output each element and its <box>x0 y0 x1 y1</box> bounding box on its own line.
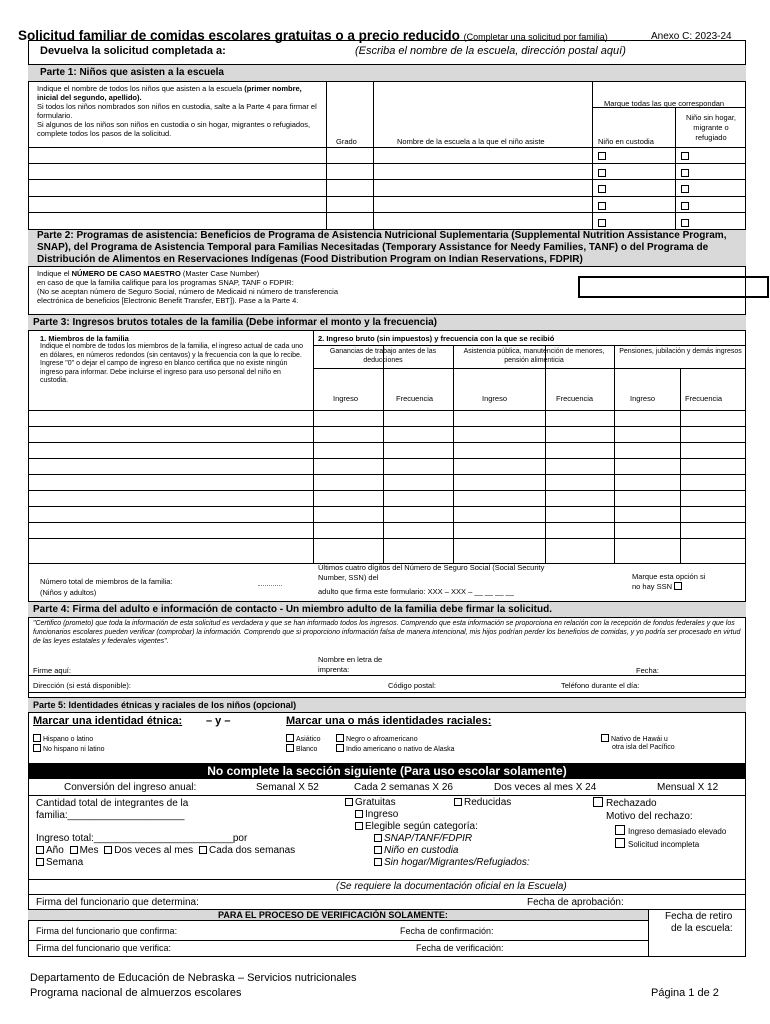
col-frequency: Frecuencia <box>685 394 723 403</box>
members-title: 1. Miembros de la familia <box>40 334 129 343</box>
col-pensions: Pensiones, jubilación y demás ingresos <box>619 348 742 355</box>
income-too-high-checkbox[interactable] <box>615 825 625 835</box>
homeless-checkbox[interactable] <box>681 185 689 193</box>
hispanic-option[interactable]: Hispano o latino <box>33 734 93 743</box>
every-two-weeks-checkbox[interactable] <box>199 846 207 854</box>
twice-per-month-option[interactable]: Dos veces al mes <box>104 845 193 856</box>
withdrawal-date-label-2[interactable]: de la escuela: <box>671 923 733 934</box>
homeless-checkbox[interactable] <box>374 858 382 866</box>
part2-instructions: Indique el NÚMERO DE CASO MAESTRO (Master Case Number) en caso de que la familia califique para los programas SNAP, TANF o FDPIR: (No se aceptan número de Seguro Social, número de Medicaid ni número de transferencia electrónica de beneficios [Electronic Benefit Transfer, EBT]). Pase a la Parte 4. <box>37 269 339 305</box>
foster-checkbox[interactable] <box>598 185 606 193</box>
col-income: Ingreso <box>333 394 359 403</box>
homeless-checkbox[interactable] <box>681 169 689 177</box>
year-checkbox[interactable] <box>36 846 44 854</box>
form-subtitle: (Completar una solicitud por familia) <box>463 32 608 42</box>
income-checkbox[interactable] <box>355 810 363 818</box>
hispanic-checkbox[interactable] <box>33 734 41 742</box>
white-option[interactable]: Blanco <box>286 744 317 753</box>
reduced-checkbox[interactable] <box>454 798 462 806</box>
ethnic-racial-separator: – y – <box>206 715 231 727</box>
incomplete-option[interactable]: Solicitud incompleta <box>615 838 699 849</box>
white-checkbox[interactable] <box>286 744 294 752</box>
date-label: Fecha: <box>636 666 659 675</box>
income-title: 2. Ingreso bruto (sin impuestos) y frecuencia con la que se recibió <box>318 334 555 343</box>
no-ssn-label-1: Marque esta opción si <box>632 572 706 581</box>
col-frequency: Frecuencia <box>556 394 594 403</box>
verification-date-field[interactable]: Fecha de verificación: <box>416 943 504 953</box>
hawaiian-label-2: otra isla del Pacífico <box>612 744 675 751</box>
eligible-category-option[interactable]: Elegible según categoría: <box>355 821 478 832</box>
part4-heading: Parte 4: Firma del adulto e información de contacto - Un miembro adulto de la familia debe firmar la solicitud. <box>33 604 552 615</box>
ssn-input[interactable]: adulto que firma este formulario: XXX – XXX – __ __ __ __ <box>318 587 514 596</box>
part1-heading: Parte 1: Niños que asisten a la escuela <box>40 67 224 78</box>
confirming-official-field[interactable]: Firma del funcionario que confirma: <box>36 926 178 936</box>
free-checkbox[interactable] <box>345 798 353 806</box>
month-option[interactable]: Mes <box>70 845 99 856</box>
income-option[interactable]: Ingreso <box>355 809 398 820</box>
total-members-label: Número total de miembros de la familia: <box>40 577 173 586</box>
snap-tanf-option[interactable]: SNAP/TANF/FDPIR <box>374 833 472 844</box>
foster-child-checkbox[interactable] <box>374 846 382 854</box>
verifying-official-field[interactable]: Firma del funcionario que verifica: <box>36 943 172 953</box>
return-address-field[interactable]: (Escriba el nombre de la escuela, dirección postal aquí) <box>355 45 626 57</box>
withdrawal-date-label-1: Fecha de retiro <box>665 911 733 922</box>
twice-per-month-checkbox[interactable] <box>104 846 112 854</box>
biweekly-factor: Cada 2 semanas X 26 <box>354 782 453 793</box>
total-members-input[interactable] <box>258 585 282 586</box>
part2-heading: Parte 2: Programas de asistencia: Beneficios de Programa de Asistencia Nutricional Suplementaria (Supplemental Nutrition Assistance Program, SNAP), del Programa de Asistencia Temporal para Familias Necesitadas (Temporary Assistance for Needy Families, TANF) o del Programa de Distribución de Alimentos en Reservaciones Indígenas (Food Distribution Program on Indian Reservations, FDPIR) <box>37 230 727 265</box>
denied-checkbox[interactable] <box>593 797 603 807</box>
foster-checkbox[interactable] <box>598 202 606 210</box>
denial-reason-label: Motivo del rechazo: <box>606 811 693 822</box>
racial-label: Marcar una o más identidades raciales: <box>286 715 492 727</box>
footer-page-number: Página 1 de 2 <box>651 987 719 999</box>
school-use-heading: No complete la sección siguiente (Para uso escolar solamente) <box>28 763 746 779</box>
ssn-label-2: Number, SSN) del <box>318 573 379 582</box>
twice-month-factor: Dos veces al mes X 24 <box>494 782 597 793</box>
foster-checkbox[interactable] <box>598 169 606 177</box>
printed-name-label-2: imprenta: <box>318 665 350 674</box>
income-too-high-option[interactable]: Ingreso demasiado elevado <box>615 825 726 836</box>
col-foster: Niño en custodia <box>598 137 654 146</box>
ethnic-label: Marcar una identidad étnica: <box>33 715 183 727</box>
members-instructions: Indique el nombre de todos los miembros de la familia, el ingreso actual de cada uno en dólares, en números redondos (sin centavos) y la frecuencia con la que lo recibe. Ingrese "0" o dejar el campo de ingreso en blanco certifica que no existe ningún ingreso para informar. Debe incluirse el ingreso para uso personal del niño en custodia. <box>40 343 304 385</box>
every-two-weeks-option[interactable]: Cada dos semanas <box>199 845 295 856</box>
part1-instructions: Indique el nombre de todos los niños que asisten a la escuela (primer nombre, inicial del segundo, apellido). Si todos los niños nombrados son niños en custodia, salte a la Parte 4 para firmar el formulario. Si algunos de los niños son niños en custodia o sin hogar, migrantes o refugiados, complete todos los pasos de la solicitud. <box>37 84 317 138</box>
confirmation-date-field[interactable]: Fecha de confirmación: <box>400 926 494 936</box>
ssn-label-1: Últimos cuatro dígitos del Número de Seguro Social (Social Security <box>318 563 545 572</box>
footer-program: Programa nacional de almuerzos escolares <box>30 987 242 999</box>
certification-text: "Certifico (prometo) que toda la información de esta solicitud es verdadera y que se han informado todos los ingresos. Comprendo que esta información se proporciona en relación con la recepción de fondos federales y que los funcionarios escolares pueden verificar (comprobar) la información. Comprendo que si proporciono información falsa de manera intencional, mis hijos podrían perder los beneficios de comidas, y yo podría ser procesado en virtud de las leyes estatales y federales vigentes". <box>33 620 741 645</box>
weekly-factor: Semanal X 52 <box>256 782 319 793</box>
annual-conversion-label: Conversión del ingreso anual: <box>64 782 197 793</box>
signature-line[interactable] <box>28 675 746 676</box>
monthly-factor: Mensual X 12 <box>657 782 719 793</box>
asian-checkbox[interactable] <box>286 734 294 742</box>
native-american-checkbox[interactable] <box>336 744 344 752</box>
eligible-category-checkbox[interactable] <box>355 822 363 830</box>
black-checkbox[interactable] <box>336 734 344 742</box>
col-earnings: Ganancias de trabajo antes de las deducciones <box>329 348 437 364</box>
address-line[interactable] <box>28 692 746 693</box>
return-label: Devuelva la solicitud completada a: <box>40 45 226 57</box>
homeless-option[interactable]: Sin hogar/Migrantes/Refugiados: <box>374 857 530 868</box>
reduced-option[interactable]: Reducidas <box>454 797 511 808</box>
month-checkbox[interactable] <box>70 846 78 854</box>
foster-checkbox[interactable] <box>598 152 606 160</box>
printed-name-label-1: Nombre en letra de <box>318 655 383 664</box>
phone-label: Teléfono durante el día: <box>561 681 640 690</box>
col-frequency: Frecuencia <box>396 394 434 403</box>
week-checkbox[interactable] <box>36 858 44 866</box>
determining-official-field[interactable]: Firma del funcionario que determina: <box>36 897 199 908</box>
incomplete-checkbox[interactable] <box>615 838 625 848</box>
week-option[interactable]: Semana <box>36 857 83 868</box>
case-number-input[interactable] <box>578 276 769 298</box>
mark-all-note: Marque todas las que correspondan <box>604 99 725 108</box>
verification-heading: PARA EL PROCESO DE VERIFICACIÓN SOLAMENTE: <box>218 910 448 920</box>
part5-heading: Parte 5: Identidades étnicas y raciales de los niños (opcional) <box>33 700 297 710</box>
part3-heading: Parte 3: Ingresos brutos totales de la familia (Debe informar el monto y la frecuencia) <box>33 317 437 328</box>
signature-label: Firme aquí: <box>33 666 71 675</box>
zip-label: Código postal: <box>388 681 436 690</box>
total-members-note: (Niños y adultos) <box>40 588 97 597</box>
col-income: Ingreso <box>482 394 508 403</box>
homeless-checkbox[interactable] <box>681 202 689 210</box>
no-ssn-option[interactable]: no hay SSN <box>632 582 684 591</box>
black-option[interactable]: Negro o afroamericano <box>336 734 418 743</box>
native-american-option[interactable]: Indio americano o nativo de Alaska <box>336 744 455 753</box>
col-income: Ingreso <box>630 394 656 403</box>
free-option[interactable]: Gratuitas <box>345 797 396 808</box>
denied-option[interactable]: Rechazado <box>593 797 657 809</box>
total-members-label: Cantidad total de integrantes de la <box>36 798 189 809</box>
total-members-field[interactable]: familia:_____________________ <box>36 810 185 821</box>
form-title: Solicitud familiar de comidas escolares gratuitas o a precio reducido (Completar una solicitud por familia) <box>18 28 608 43</box>
col-assistance: Asistencia pública, manutención de menores, pensión alimenticia <box>463 348 605 364</box>
col-school: Nombre de la escuela a la que el niño asiste <box>397 137 545 146</box>
no-ssn-checkbox[interactable] <box>674 582 682 590</box>
income-frequency-options <box>36 845 295 856</box>
address-label: Dirección (si está disponible): <box>33 681 131 690</box>
homeless-checkbox[interactable] <box>681 152 689 160</box>
footer-department: Departamento de Educación de Nebraska – Servicios nutricionales <box>30 972 357 984</box>
homeless-checkbox[interactable] <box>681 219 689 227</box>
not-hispanic-option[interactable]: No hispano ni latino <box>33 744 105 753</box>
foster-child-option[interactable]: Niño en custodia <box>374 845 459 856</box>
documentation-note: (Se requiere la documentación oficial en la Escuela) <box>336 881 567 892</box>
asian-option[interactable]: Asiático <box>286 734 321 743</box>
snap-tanf-checkbox[interactable] <box>374 834 382 842</box>
col-grade: Grado <box>336 137 357 146</box>
total-income-field[interactable]: Ingreso total:_________________________por <box>36 833 248 844</box>
hawaiian-option[interactable]: Nativo de Hawái u <box>601 734 668 743</box>
hawaiian-checkbox[interactable] <box>601 734 609 742</box>
col-homeless: Niño sin hogar, migrante o refugiado <box>685 113 737 142</box>
annex-label: Anexo C: 2023-24 <box>651 31 732 42</box>
approval-date-field[interactable]: Fecha de aprobación: <box>527 897 624 908</box>
year-option[interactable]: Año <box>36 845 64 856</box>
foster-checkbox[interactable] <box>598 219 606 227</box>
not-hispanic-checkbox[interactable] <box>33 744 41 752</box>
